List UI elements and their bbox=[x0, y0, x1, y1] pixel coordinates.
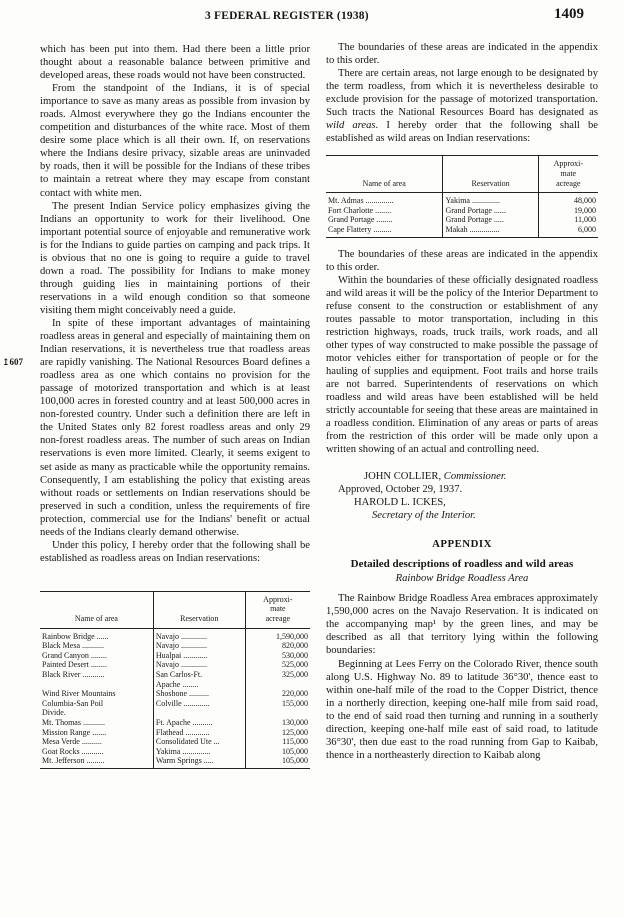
appendix-heading: APPENDIX bbox=[432, 538, 492, 551]
cell-name-of-area bbox=[40, 680, 153, 690]
cell-acreage: 115,000 bbox=[282, 737, 308, 747]
cell-acreage: 48,000 bbox=[574, 196, 596, 206]
signer-name: JOHN COLLIER, bbox=[364, 471, 442, 483]
cell-reservation: Ft. Apache .......... bbox=[153, 718, 245, 728]
cell-acreage: 6,000 bbox=[578, 224, 596, 234]
cell-reservation: Grand Portage ...... bbox=[443, 206, 538, 216]
cell-reservation: Grand Portage ..... bbox=[443, 215, 538, 225]
table-row bbox=[40, 737, 310, 747]
table-row bbox=[326, 193, 598, 206]
cell-acreage: 525,000 bbox=[282, 660, 308, 670]
paragraph-boundaries-note: The boundaries of these areas are indicated in the appendix to this order. bbox=[326, 42, 598, 67]
header-name-of-area: Name of area bbox=[40, 591, 153, 628]
cell-name-of-area: Divide. bbox=[42, 708, 66, 718]
right-column bbox=[326, 41, 598, 915]
margin-page-marker: ↥607 bbox=[2, 357, 24, 367]
wild-table-body bbox=[326, 193, 598, 237]
cell-name-of-area: Rainbow Bridge ...... bbox=[42, 631, 109, 641]
paragraph-rainbow-bridge: The Rainbow Bridge Roadless Area embraces approximately 1,590,000 acres on the Navajo Reservation. It is indicated on the accompanying map¹ by the green lines, and may be described as all that territory lying within the following boundaries: bbox=[326, 593, 598, 657]
page-number: 1409 bbox=[554, 6, 584, 22]
table-row bbox=[40, 660, 310, 670]
cell-reservation: Colville ............. bbox=[153, 699, 245, 709]
paragraph-indians-standpoint: From the standpoint of the Indians, it is of special importance to save as many areas as possible from invasion by roads. Almost everywhere they go the Indians encounter the competition and disturbances of the white race. Most of them desire some place which is all their own. If, on reservations where the Indians desire privacy, sizable areas are uninvaded by roads, then it will be possible for the Indians of these tribes to maintain a retreat where they may escape from constant contact with white men. bbox=[40, 83, 310, 199]
cell-acreage: 155,000 bbox=[282, 698, 308, 708]
approval-line: Approved, October 29, 1937. bbox=[338, 484, 463, 496]
cell-acreage bbox=[245, 708, 310, 718]
cell-name-of-area: Black River ........... bbox=[42, 670, 105, 680]
roadless-areas-table bbox=[40, 591, 310, 769]
page-header bbox=[0, 0, 624, 34]
cell-acreage: 130,000 bbox=[282, 718, 308, 727]
cell-name-of-area: Mt. Jefferson ......... bbox=[42, 756, 105, 766]
paragraph-continuation: which has been put into them. Had there been a little prior thought about a reasonable balance between primitive and developed areas, these roads would not have been constructed. bbox=[40, 44, 310, 82]
table-row bbox=[40, 670, 310, 680]
cell-reservation: Yakima .............. bbox=[153, 747, 245, 757]
table-row bbox=[40, 708, 310, 718]
header-name-of-area: Name of area bbox=[326, 156, 443, 193]
cell-name-of-area: Wind River Mountains bbox=[42, 689, 116, 699]
table-row bbox=[40, 651, 310, 661]
paragraph-order-roadless: Under this policy, I hereby order that the following shall be established as roadless areas on Indian reservations: bbox=[40, 539, 310, 564]
wild-areas-table bbox=[326, 155, 598, 237]
roadless-areas-table-wrap bbox=[40, 591, 310, 769]
cell-reservation: Flathead ............ bbox=[153, 728, 245, 738]
cell-name-of-area: Grand Portage ........ bbox=[328, 215, 393, 225]
cell-reservation: Yakima .............. bbox=[443, 193, 538, 206]
cell-acreage: 11,000 bbox=[574, 215, 596, 225]
cell-name-of-area: Grand Canyon ........ bbox=[42, 650, 107, 660]
cell-name-of-area: Mission Range ....... bbox=[42, 727, 107, 737]
left-column bbox=[40, 43, 310, 917]
cell-reservation: San Carlos-Ft. bbox=[153, 670, 245, 680]
table-row bbox=[40, 641, 310, 651]
cell-name-of-area: Painted Desert ........ bbox=[42, 660, 107, 670]
cell-acreage: 325,000 bbox=[282, 670, 308, 680]
table-row bbox=[40, 728, 310, 738]
area-heading: Rainbow Bridge Roadless Area bbox=[395, 573, 529, 585]
table-row bbox=[326, 206, 598, 216]
signature-block bbox=[326, 470, 598, 522]
running-title: 3 FEDERAL REGISTER (1938) bbox=[205, 10, 369, 22]
cell-acreage: 1,590,000 bbox=[276, 631, 308, 641]
cell-name-of-area: Mt. Thomas ........... bbox=[42, 718, 105, 727]
cell-reservation: Hualpai ............ bbox=[153, 651, 245, 661]
wild-areas-table-wrap bbox=[326, 155, 598, 237]
paragraph-roadless-vanishing: In spite of these important advantages of maintaining roadless areas in general and especially of maintaining them on Indian reservations, it is nevertheless true that roadless areas are rapidly vanishing. The National Resources Board defines a roadless area as one which contains no provision for the passage of motorized transportation and which is at least 100,000 acres in forested country and at least 500,000 acres in non-forested country. Under such a definition there are left in the United States only 82 forest roadless areas and only 29 non-forest roadless areas. The number of such areas on Indian reservations is even more limited. Clearly, it seems exigent to set aside as many as practicable while the opportunity remains. Consequently, I am establishing the policy that existing areas without roads or settlements on Indian reservations should be preserved in such a condition, unless the requirements of fire protection, commercial use for the Indians' benefit or actual needs of the Indians clearly demand otherwise. bbox=[40, 317, 310, 538]
cell-reservation: Warm Springs ..... bbox=[153, 756, 245, 768]
cell-acreage: 19,000 bbox=[574, 205, 596, 215]
approver-title: Secretary of the Interior. bbox=[372, 510, 476, 522]
table-row bbox=[40, 747, 310, 757]
cell-reservation bbox=[153, 708, 245, 718]
table-row bbox=[40, 756, 310, 768]
signer-line bbox=[326, 470, 598, 483]
header-reservation: Reservation bbox=[153, 591, 245, 628]
paragraph-boundary-description: Beginning at Lees Ferry on the Colorado River, thence south along U.S. Highway No. 89 to latitude 36°30', thence east to within one-half mile of the road to the Copper District, thence in a northerly direction, keeping one-half mile from said road, to the end of said road then turning and running in a southerly direction, keeping one-half mile east of said road, to latitude 36°30', then due east to the road running from Gap to Kaibab, thence in a northeasterly direction to Kaibab along bbox=[326, 658, 598, 761]
table-header-row bbox=[326, 156, 598, 193]
cell-acreage: 220,000 bbox=[282, 689, 308, 699]
cell-acreage: 105,000 bbox=[282, 746, 308, 756]
cell-reservation: Consolidated Ute ... bbox=[153, 737, 245, 747]
table-row bbox=[40, 718, 310, 728]
header-reservation: Reservation bbox=[443, 156, 538, 193]
paragraph-service-policy: The present Indian Service policy emphasizes giving the Indians an opportunity to work for their livelihood. One important potential source of enjoyable and remunerative work is for the Indians to guide parties on camping and pack trips. It is obvious that no one is going to require a guide to travel down a road. The possibility for Indians to make money through guiding lies in maintaining portions of their reservations in a wild enough condition so that someone visiting them might conceivably need a guide. bbox=[40, 200, 310, 316]
paragraph-interior-policy: Within the boundaries of these officially designated roadless and wild areas it will be the policy of the Interior Department to refuse consent to the construction or establishment of any routes passable to motor transportation, including in this restriction highways, roads, truck trails, work roads, and all other types of way constructed to make possible the passage of motor vehicles either for transportation of people or for the hauling of supplies and equipment. Foot trails and horse trails are not barred. Superintendents of reservations on which roadless and wild areas have been established will be held strictly accountable for seeing that these areas are maintained in a roadless condition. Elimination of any areas or parts of areas from the restriction of this order will be made only upon a written showing of an actual and controlling need. bbox=[326, 274, 598, 456]
table-row bbox=[326, 215, 598, 225]
cell-name-of-area: Black Mesa ........... bbox=[42, 641, 104, 651]
table-row bbox=[40, 689, 310, 699]
roadless-table-body bbox=[40, 628, 310, 768]
approver-name: HAROLD L. ICKES, bbox=[354, 497, 446, 509]
cell-acreage: 530,000 bbox=[282, 650, 308, 660]
cell-reservation: Navajo ............. bbox=[153, 660, 245, 670]
table-row bbox=[40, 699, 310, 709]
paragraph-boundaries-note-2: The boundaries of these areas are indicated in the appendix to this order. bbox=[326, 248, 598, 273]
table-row bbox=[40, 628, 310, 641]
cell-name-of-area: Mesa Verde .......... bbox=[42, 737, 102, 747]
cell-name-of-area: Columbia-San Poil bbox=[42, 698, 104, 708]
table-row bbox=[40, 680, 310, 690]
cell-acreage: 105,000 bbox=[282, 756, 308, 766]
cell-reservation: Navajo ............. bbox=[153, 628, 245, 641]
cell-name-of-area: Cape Flattery ......... bbox=[328, 224, 392, 234]
header-acreage: Approxi- mate acreage bbox=[538, 156, 598, 193]
header-acreage: Approxi- mate acreage bbox=[245, 591, 310, 628]
cell-name-of-area: Fort Charlotte ........ bbox=[328, 205, 392, 215]
cell-acreage: 125,000 bbox=[282, 727, 308, 737]
cell-acreage: 820,000 bbox=[282, 641, 308, 651]
cell-reservation: Apache ........ bbox=[153, 680, 245, 690]
cell-acreage bbox=[245, 680, 310, 690]
detail-heading: Detailed descriptions of roadless and wild areas bbox=[350, 558, 574, 571]
cell-reservation: Shoshone .......... bbox=[153, 689, 245, 699]
cell-reservation: Makah ............... bbox=[443, 225, 538, 237]
cell-name-of-area: Mt. Admas .............. bbox=[328, 196, 394, 206]
table-row bbox=[326, 225, 598, 237]
cell-reservation: Navajo ............. bbox=[153, 641, 245, 651]
paragraph-wild-areas: There are certain areas, not large enough to be designated by the term roadless, from which it is nevertheless desirable to exclude provision for the passage of motorized transportation. Such tracts the National Resources Board has designated as wild areas. I hereby order that the following shall be established as wild areas on Indian reservations: bbox=[326, 68, 598, 145]
cell-name-of-area: Goat Rocks ........... bbox=[42, 746, 104, 756]
signer-title: Commissioner. bbox=[443, 471, 507, 483]
table-header-row bbox=[40, 591, 310, 628]
